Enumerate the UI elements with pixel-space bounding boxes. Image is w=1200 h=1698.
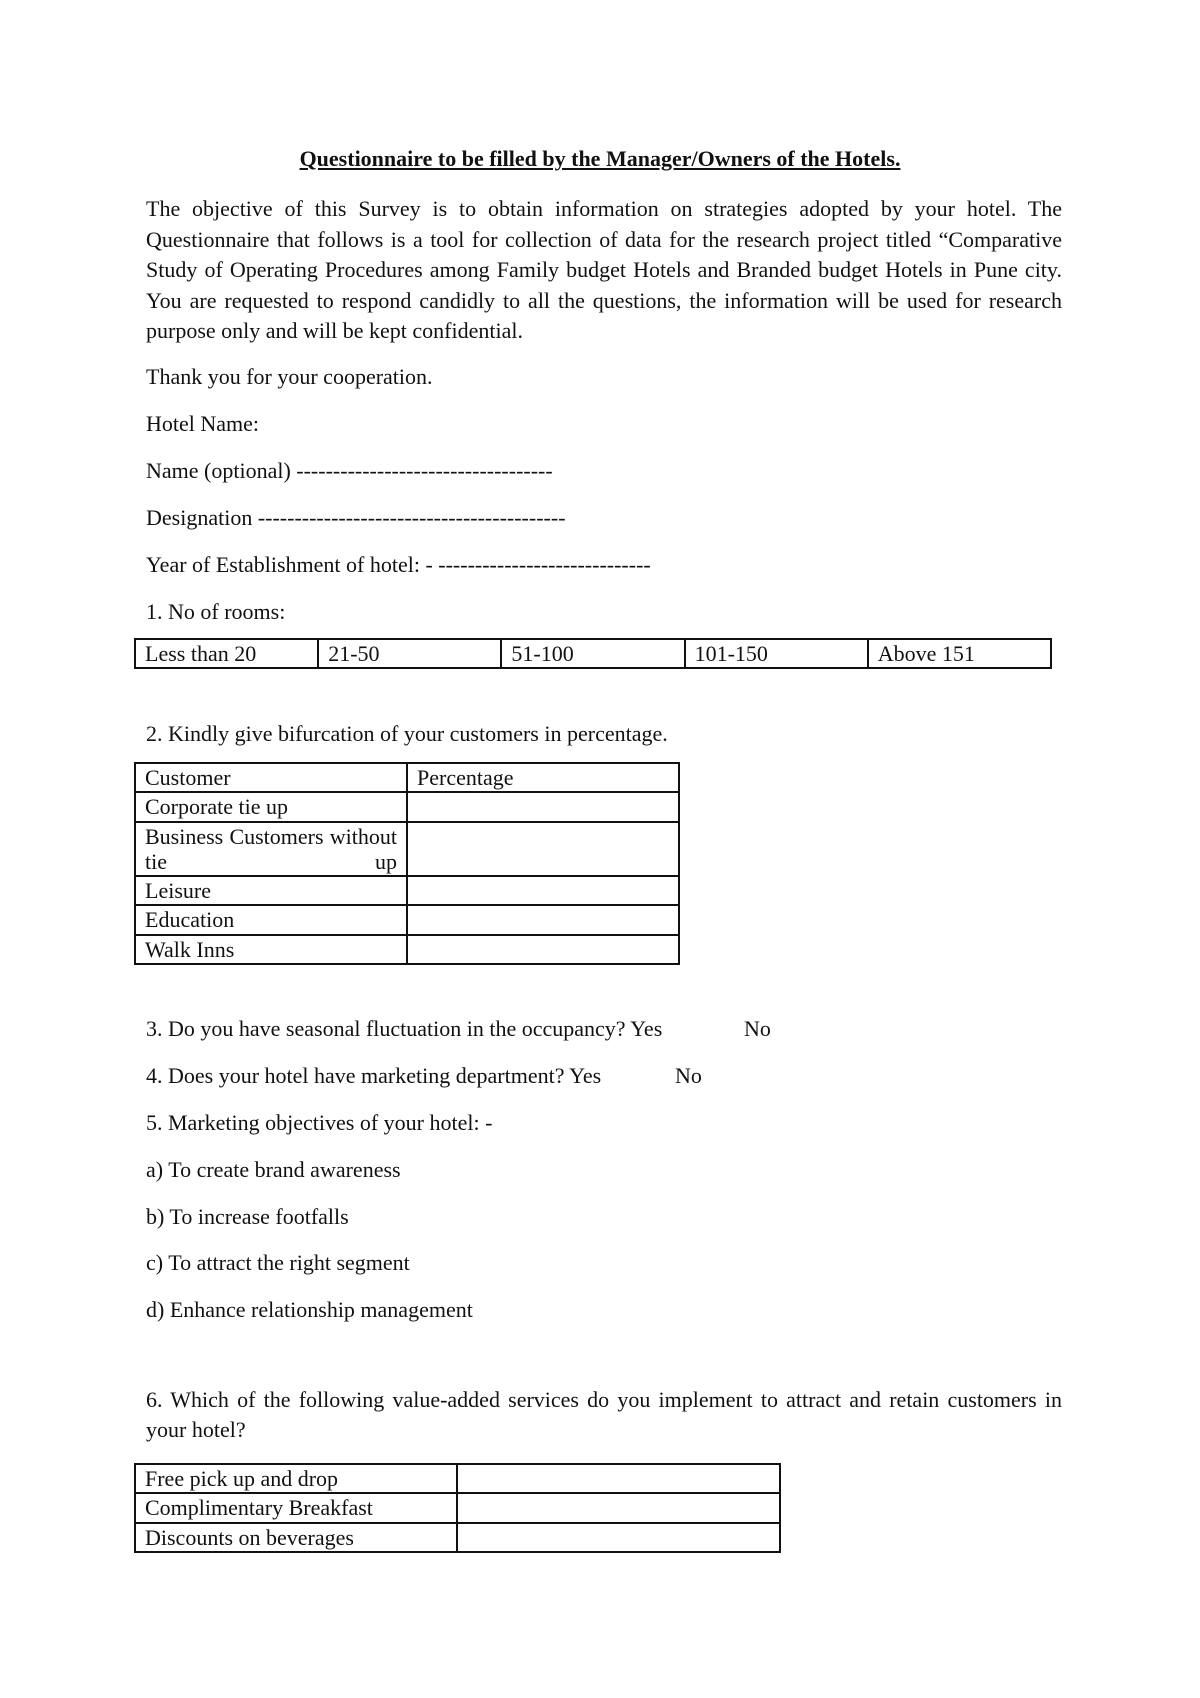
- customer-type: Corporate tie up: [135, 792, 407, 821]
- percentage-cell[interactable]: [407, 935, 679, 964]
- service-name: Discounts on beverages: [135, 1523, 457, 1552]
- q5-option-a[interactable]: a) To create brand awareness: [146, 1157, 401, 1182]
- customer-type: Leisure: [135, 876, 407, 905]
- q2-label: 2. Kindly give bifurcation of your customers in percentage.: [146, 721, 668, 746]
- customer-type: Walk Inns: [135, 935, 407, 964]
- q5-option-b[interactable]: b) To increase footfalls: [146, 1204, 349, 1229]
- q3-label: 3. Do you have seasonal fluctuation in the occupancy? Yes: [146, 1016, 663, 1041]
- service-response-cell[interactable]: [457, 1464, 780, 1493]
- percentage-cell[interactable]: [407, 876, 679, 905]
- table-row: [135, 905, 679, 934]
- page-title: Questionnaire to be filled by the Manager/Owners of the Hotels.: [299, 146, 901, 171]
- q5-option-d[interactable]: d) Enhance relationship management: [146, 1297, 473, 1322]
- room-option: 51-100: [501, 639, 684, 668]
- q3-no-option[interactable]: No: [744, 1016, 771, 1041]
- table-header-row: [135, 763, 679, 792]
- table-row: [135, 1493, 780, 1522]
- q4-no-option[interactable]: No: [675, 1063, 702, 1088]
- percentage-cell[interactable]: [407, 792, 679, 821]
- table-row: [135, 1523, 780, 1552]
- name-field: Name (optional) -----------------------------------: [146, 458, 553, 483]
- room-option: Above 151: [868, 639, 1051, 668]
- designation-field: Designation ------------------------------------------: [146, 505, 566, 530]
- room-option: Less than 20: [135, 639, 318, 668]
- q5-label: 5. Marketing objectives of your hotel: -: [146, 1110, 493, 1135]
- q1-rooms-table: [134, 638, 1052, 669]
- room-option: 21-50: [318, 639, 501, 668]
- customer-type: Business Customers without tie up: [135, 822, 407, 877]
- percentage-cell[interactable]: [407, 905, 679, 934]
- service-response-cell[interactable]: [457, 1523, 780, 1552]
- intro-paragraph: The objective of this Survey is to obtain information on strategies adopted by your hotel. The Questionnaire that follows is a tool for collection of data for the research project titled “Comparative Study of Operating Procedures among Family budget Hotels and Branded budget Hotels in Pune city. You are requested to respond candidly to all the questions, the information will be used for research purpose only and will be kept confidential.: [146, 196, 1062, 343]
- service-name: Complimentary Breakfast: [135, 1493, 457, 1522]
- hotel-name-field: Hotel Name:: [146, 411, 260, 436]
- thanks-text: Thank you for your cooperation.: [146, 364, 433, 389]
- table-row: [135, 876, 679, 905]
- service-response-cell[interactable]: [457, 1493, 780, 1522]
- q5-option-c[interactable]: c) To attract the right segment: [146, 1250, 410, 1275]
- q4-label: 4. Does your hotel have marketing department? Yes: [146, 1063, 602, 1088]
- service-name: Free pick up and drop: [135, 1464, 457, 1493]
- table-row: [135, 639, 1051, 668]
- column-header: Customer: [135, 763, 407, 792]
- table-row: [135, 1464, 780, 1493]
- q2-customer-table: [134, 762, 680, 965]
- table-row: [135, 822, 679, 877]
- q1-label: 1. No of rooms:: [146, 599, 286, 624]
- q6-label: 6. Which of the following value-added services do you implement to attract and retain customers in your hotel?: [146, 1387, 1062, 1442]
- column-header: Percentage: [407, 763, 679, 792]
- room-option: 101-150: [685, 639, 868, 668]
- percentage-cell[interactable]: [407, 822, 679, 877]
- q6-services-table: [134, 1463, 781, 1553]
- customer-type: Education: [135, 905, 407, 934]
- table-row: [135, 935, 679, 964]
- year-established-field: Year of Establishment of hotel: - -----------------------------: [146, 552, 651, 577]
- table-row: [135, 792, 679, 821]
